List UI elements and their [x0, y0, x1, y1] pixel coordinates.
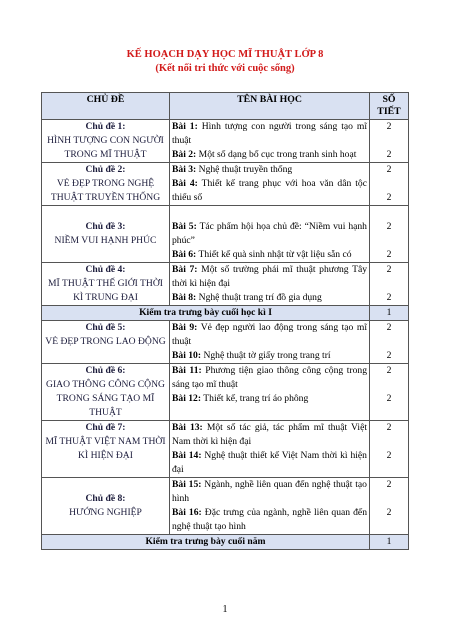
summary-row [42, 306, 409, 321]
periods-cell [370, 206, 409, 263]
lesson-label: Bài 14: [172, 450, 202, 461]
lesson-periods: 2 [386, 249, 392, 260]
lesson-item [172, 421, 367, 449]
lesson-title: Nghệ thuật truyền thống [196, 164, 293, 175]
lesson-title: Tác phẩm hội họa chủ đề: “Niềm vui hạnh phúc” [172, 221, 367, 246]
lesson-label: Bài 16: [172, 507, 202, 518]
lesson-item [172, 449, 367, 477]
periods-cell [370, 321, 409, 364]
lesson-periods: 2 [386, 450, 392, 461]
lesson-label: Bài 8: [172, 292, 197, 303]
lesson-plan-table [41, 92, 409, 550]
lesson-item [172, 392, 367, 406]
lesson-periods: 2 [386, 350, 392, 361]
lesson-periods: 2 [386, 264, 392, 275]
topic-cell [42, 206, 170, 263]
page-number: 1 [222, 604, 228, 615]
topic-name: GIAO THÔNG CÔNG CỘNG TRONG SÁNG TẠO MĨ THUẬT [46, 379, 165, 418]
topic-cell [42, 263, 170, 306]
topic-label: Chủ đề 2: [85, 164, 126, 175]
topic-name: VẺ ĐẸP TRONG LAO ĐỘNG [45, 336, 166, 347]
table-body [42, 120, 409, 550]
topic-name: MĨ THUẬT VIỆT NAM THỜI KÌ HIỆN ĐẠI [45, 436, 166, 461]
lesson-periods: 2 [386, 479, 392, 490]
topic-label: Chủ đề 3: [85, 221, 126, 232]
topic-label: Chủ đề 1: [85, 121, 126, 132]
lesson-title: Hình tượng con người trong sáng tạo mĩ thuật [172, 121, 367, 146]
lesson-cell [170, 163, 370, 206]
topic-cell [42, 421, 170, 478]
periods-cell [370, 421, 409, 478]
lesson-title: Ngành, nghề liên quan đến nghệ thuật tạo hình [172, 479, 367, 504]
topic-name: VẺ ĐẸP TRONG NGHỆ THUẬT TRUYỀN THỐNG [50, 178, 161, 203]
table-row [42, 163, 409, 206]
lesson-periods: 2 [386, 422, 392, 433]
lesson-item [172, 220, 367, 248]
lesson-title: Thiết kế trang phục với hoa văn dân tộc thiểu số [172, 178, 367, 203]
table-row [42, 120, 409, 163]
summary-row [42, 535, 409, 550]
table-row [42, 321, 409, 364]
periods-cell [370, 364, 409, 421]
lesson-title: Thiết kế, trang trí áo phông [201, 393, 309, 404]
lesson-periods: 2 [386, 149, 392, 160]
topic-label: Chủ đề 4: [85, 264, 126, 275]
header-periods: SỐ TIẾT [370, 93, 409, 120]
table-row [42, 263, 409, 306]
topic-cell [42, 321, 170, 364]
lesson-item [172, 506, 367, 534]
table-row [42, 478, 409, 535]
header-topic: CHỦ ĐỀ [42, 93, 170, 120]
lesson-title: Nghệ thuật thiết kế Việt Nam thời kì hiện đại [172, 450, 367, 475]
lesson-periods: 2 [386, 221, 392, 232]
lesson-periods: 2 [386, 507, 392, 518]
lesson-title: Một số tác giả, tác phẩm mĩ thuật Việt Nam thời kì hiện đại [172, 422, 367, 447]
lesson-title: Một số trường phái mĩ thuật phương Tây thời kì hiện đại [172, 264, 367, 289]
lesson-label: Bài 7: [172, 264, 198, 275]
document-subtitle: (Kết nối tri thức với cuộc sống) [155, 63, 295, 74]
topic-label: Chủ đề 5: [85, 322, 126, 333]
lesson-title: Nghệ thuật tờ giấy trong trang trí [201, 350, 331, 361]
periods-cell [370, 478, 409, 535]
table-row [42, 364, 409, 421]
lesson-title: Nghệ thuật trang trí đồ gia dụng [196, 292, 322, 303]
lesson-item [172, 148, 367, 162]
lesson-periods: 2 [386, 393, 392, 404]
lesson-cell [170, 206, 370, 263]
lesson-item [172, 321, 367, 349]
lesson-label: Bài 15: [172, 479, 202, 490]
lesson-item [172, 349, 367, 363]
lesson-label: Bài 3: [172, 164, 197, 175]
lesson-title: Phương tiện giao thông công cộng trong sáng tạo mĩ thuật [172, 365, 367, 390]
topic-cell [42, 478, 170, 535]
topic-name: MĨ THUẬT THẾ GIỚI THỜI KÌ TRUNG ĐẠI [48, 278, 163, 303]
periods-cell [370, 120, 409, 163]
lesson-title: Vẻ đẹp người lao động trong sáng tạo mĩ thuật [172, 322, 367, 347]
lesson-cell [170, 263, 370, 306]
lesson-item [172, 163, 367, 177]
summary-label: Kiểm tra trưng bày cuối học kì I [42, 306, 370, 321]
lesson-label: Bài 4: [172, 178, 198, 189]
periods-cell [370, 163, 409, 206]
lesson-periods: 2 [386, 292, 392, 303]
topic-name: HÌNH TƯỢNG CON NGƯỜI TRONG MĨ THUẬT [47, 135, 164, 160]
topic-name: HƯỚNG NGHIỆP [69, 507, 142, 518]
lesson-periods: 2 [386, 192, 392, 203]
lesson-cell [170, 364, 370, 421]
lesson-periods: 2 [386, 322, 392, 333]
topic-label: Chủ đề 6: [85, 365, 126, 376]
table-row [42, 206, 409, 263]
lesson-label: Bài 12: [172, 393, 202, 404]
lesson-item [172, 291, 367, 305]
table-row [42, 421, 409, 478]
lesson-cell [170, 321, 370, 364]
lesson-title: Thiết kế quà sinh nhật từ vật liệu sẵn có [196, 249, 352, 260]
lesson-item [172, 248, 367, 262]
lesson-label: Bài 5: [172, 221, 197, 232]
lesson-label: Bài 11: [172, 365, 202, 376]
lesson-item [172, 263, 367, 291]
header-lesson: TÊN BÀI HỌC [170, 93, 370, 120]
lesson-cell [170, 421, 370, 478]
lesson-label: Bài 1: [172, 121, 198, 132]
lesson-title: Đặc trưng của ngành, nghề liên quan đến nghệ thuật tạo hình [172, 507, 367, 532]
lesson-label: Bài 6: [172, 249, 197, 260]
summary-periods: 1 [370, 535, 409, 550]
topic-cell [42, 120, 170, 163]
table-header-row [42, 93, 409, 120]
lesson-periods: 2 [386, 365, 392, 376]
lesson-item [172, 120, 367, 148]
lesson-label: Bài 2: [172, 149, 197, 160]
lesson-item [172, 177, 367, 205]
lesson-item [172, 478, 367, 506]
lesson-label: Bài 13: [172, 422, 203, 433]
lesson-periods: 2 [386, 164, 392, 175]
lesson-label: Bài 10: [172, 350, 202, 361]
lesson-item [172, 364, 367, 392]
summary-label: Kiểm tra trưng bày cuối năm [42, 535, 370, 550]
lesson-title: Một số dạng bố cục trong tranh sinh hoạt [196, 149, 357, 160]
lesson-cell [170, 478, 370, 535]
topic-cell [42, 364, 170, 421]
lesson-label: Bài 9: [172, 322, 198, 333]
lesson-cell [170, 120, 370, 163]
lesson-periods: 2 [386, 121, 392, 132]
topic-label: Chủ đề 7: [85, 422, 126, 433]
document-title: KẾ HOẠCH DẠY HỌC MĨ THUẬT LỚP 8 [126, 49, 324, 60]
summary-periods: 1 [370, 306, 409, 321]
topic-cell [42, 163, 170, 206]
periods-cell [370, 263, 409, 306]
topic-label: Chủ đề 8: [85, 493, 126, 504]
topic-name: NIỀM VUI HẠNH PHÚC [54, 235, 157, 246]
